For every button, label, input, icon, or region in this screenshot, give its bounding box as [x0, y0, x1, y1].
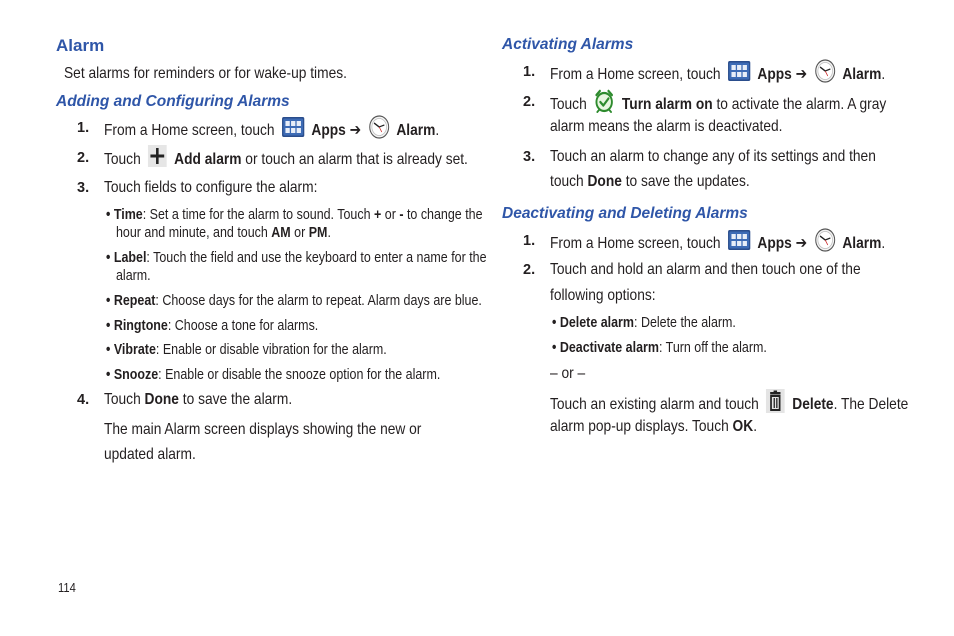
clock-icon: [814, 228, 835, 260]
step-number: 3.: [523, 149, 536, 165]
deactivate-step-1: From a Home screen, touch Apps ➔ Alarm.: [550, 228, 940, 260]
step-3-text: Touch fields to configure the alarm:: [104, 179, 318, 196]
clock-icon: [368, 115, 389, 147]
page-number: 114: [58, 580, 76, 595]
step-2-text: Touch Add alarm or touch an alarm that is already set.: [104, 145, 527, 175]
apps-grid-icon: [282, 117, 304, 145]
activate-step-3-line2: touch Done to save the updates.: [550, 173, 750, 190]
result-para-line2: updated alarm.: [104, 446, 196, 463]
plus-icon: [148, 145, 167, 175]
bullet-snooze: • Snooze: Enable or disable the snooze option for the alarm.: [106, 367, 441, 383]
deactivate-step-2: Touch and hold an alarm and then touch one of the: [550, 261, 861, 278]
delete-instructions-line1: Touch an existing alarm and touch Delete. The Delete: [550, 389, 954, 421]
activate-step-2-line2: alarm means the alarm is deactivated.: [550, 118, 783, 135]
or-separator: – or –: [550, 365, 586, 382]
result-para-line1: The main Alarm screen displays showing the new or: [104, 421, 422, 438]
bullet-vibrate: • Vibrate: Enable or disable vibration for the alarm.: [106, 342, 387, 358]
step-1-text: From a Home screen, touch Apps ➔ Alarm.: [104, 115, 494, 147]
subheading-deactivating-deleting: Deactivating and Deleting Alarms: [502, 205, 748, 222]
bullet-deactivate-alarm: • Deactivate alarm: Turn off the alarm.: [552, 340, 767, 356]
subheading-activating: Activating Alarms: [502, 36, 634, 53]
bullet-time-line2: hour and minute, and touch AM or PM.: [116, 225, 331, 241]
apps-grid-icon: [728, 230, 750, 258]
activate-step-3: Touch an alarm to change any of its settings and then: [550, 148, 876, 165]
activate-step-1: From a Home screen, touch Apps ➔ Alarm.: [550, 59, 940, 91]
subheading-adding-configuring: Adding and Configuring Alarms: [56, 93, 290, 110]
section-heading-alarm: Alarm: [56, 36, 105, 55]
deactivate-step-2-line2: following options:: [550, 287, 656, 304]
delete-instructions-line2: alarm pop-up displays. Touch OK.: [550, 418, 758, 435]
step-number: 2.: [523, 94, 536, 110]
bullet-label: • Label: Touch the field and use the keyboard to enter a name for the: [106, 250, 487, 266]
step-number: 1.: [523, 233, 536, 249]
step-number: 1.: [77, 120, 90, 136]
clock-icon: [814, 59, 835, 91]
step-number: 2.: [77, 150, 90, 166]
step-number: 1.: [523, 64, 536, 80]
intro-text: Set alarms for reminders or for wake-up times.: [64, 65, 347, 82]
activate-step-2: Touch Turn alarm on to activate the alarm. A gray: [550, 89, 941, 121]
step-4-text: Touch Done to save the alarm.: [104, 391, 293, 408]
bullet-label-line2: alarm.: [116, 268, 151, 284]
apps-grid-icon: [728, 61, 750, 89]
bullet-delete-alarm: • Delete alarm: Delete the alarm.: [552, 315, 736, 331]
bullet-ringtone: • Ringtone: Choose a tone for alarms.: [106, 318, 319, 334]
step-number: 2.: [523, 262, 536, 278]
bullet-time: • Time: Set a time for the alarm to sound. Touch + or - to change the: [106, 207, 483, 223]
step-number: 3.: [77, 180, 90, 196]
step-number: 4.: [77, 392, 90, 408]
bullet-repeat: • Repeat: Choose days for the alarm to repeat. Alarm days are blue.: [106, 293, 482, 309]
